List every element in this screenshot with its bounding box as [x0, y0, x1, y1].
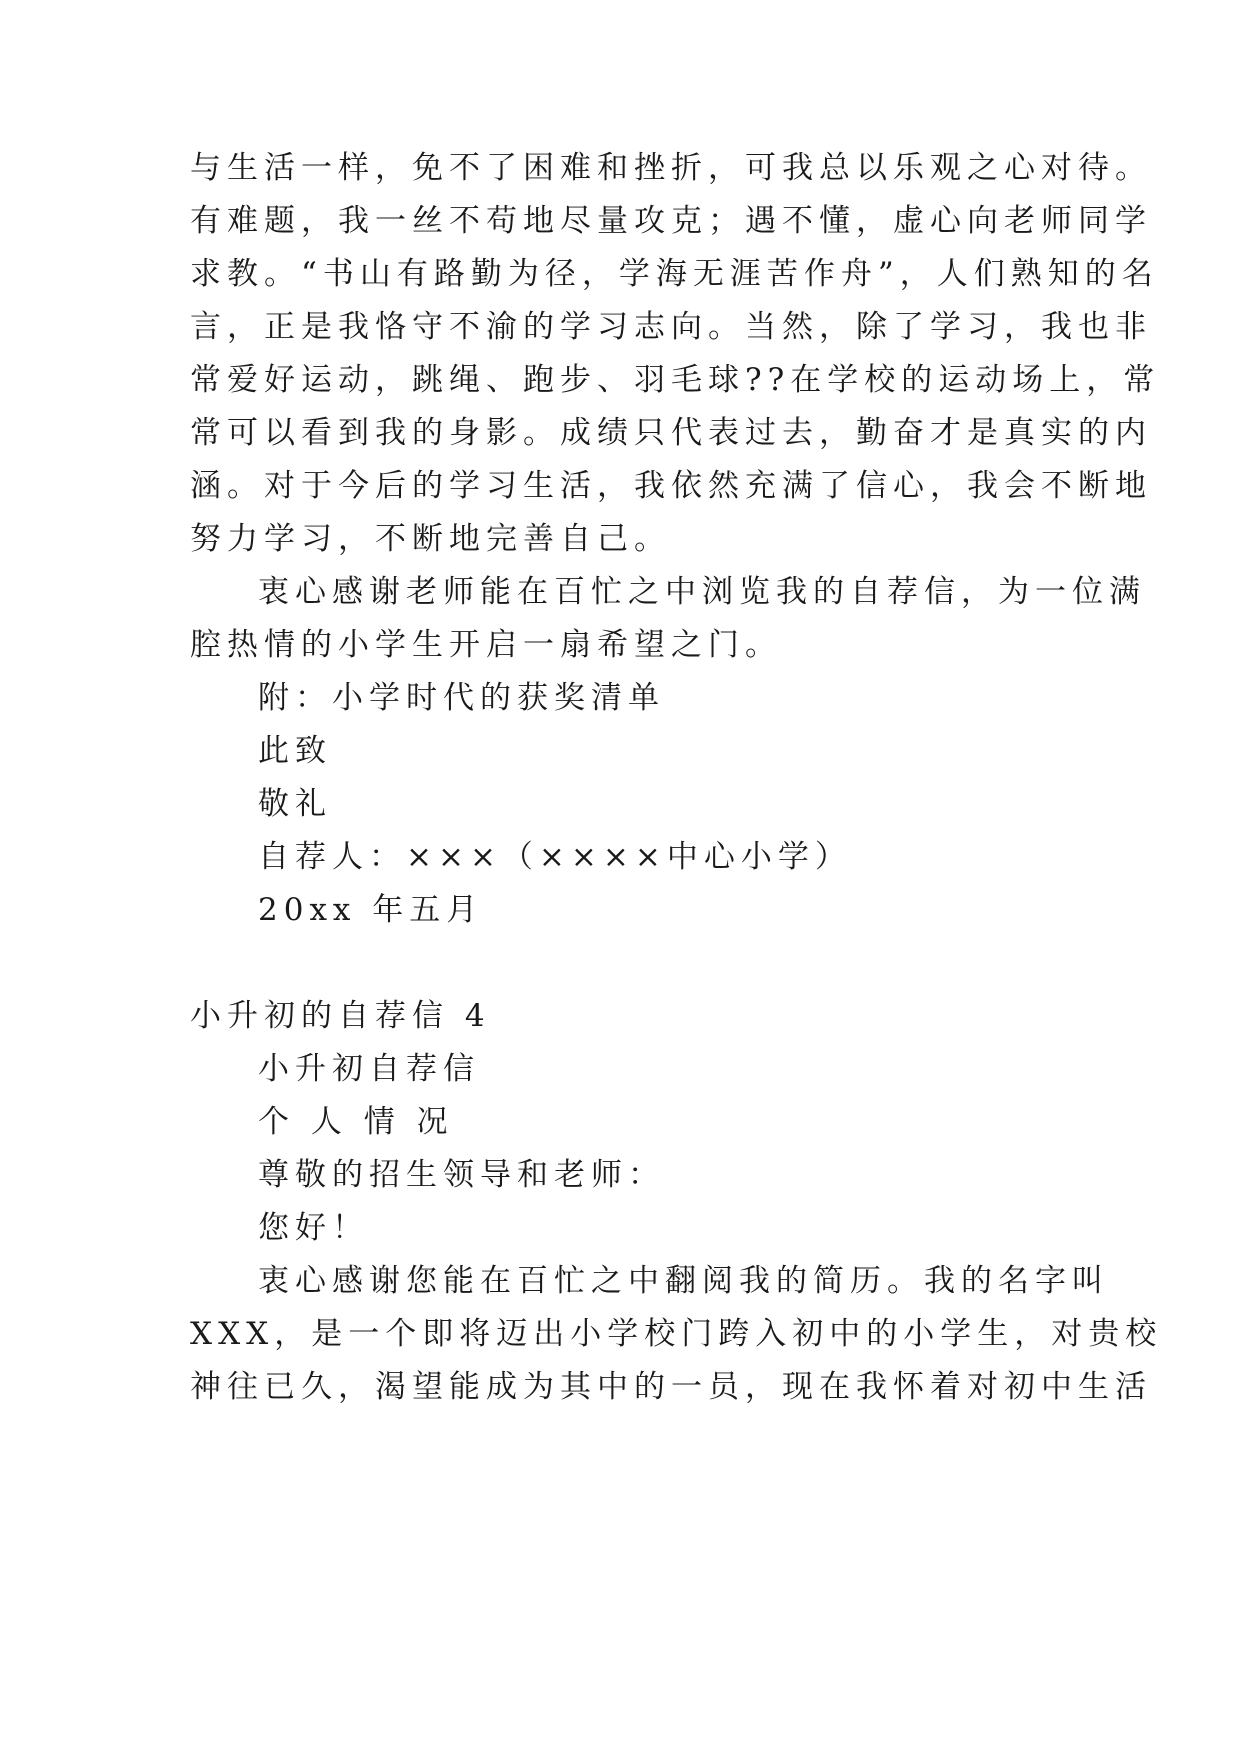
body-line: 腔热情的小学生开启一扇希望之门。 — [190, 627, 782, 663]
signature: 自荐人：×××（××××中心小学） — [258, 839, 852, 875]
greeting: 您好！ — [258, 1210, 369, 1246]
attachment-note: 附：小学时代的获奖清单 — [258, 680, 665, 716]
date: 20xx 年五月 — [258, 892, 484, 928]
body-line: 言，正是我恪守不渝的学习志向。当然，除了学习，我也非 — [190, 309, 1152, 345]
salutation: 尊敬的招生领导和老师： — [258, 1157, 665, 1193]
closing-jingli: 敬礼 — [258, 786, 332, 822]
body-line: 涵。对于今后的学习生活，我依然充满了信心，我会不断地 — [190, 468, 1152, 504]
closing-cizhi: 此致 — [258, 733, 332, 769]
body-line: 与生活一样，免不了困难和挫折，可我总以乐观之心对待。 — [190, 150, 1152, 186]
body-line: 有难题，我一丝不苟地尽量攻克；遇不懂，虚心向老师同学 — [190, 203, 1152, 239]
section-title: 小升初的自荐信 4 — [190, 998, 491, 1034]
body-line: 衷心感谢老师能在百忙之中浏览我的自荐信，为一位满 — [258, 574, 1146, 610]
body-line: 努力学习，不断地完善自己。 — [190, 521, 671, 557]
personal-info-heading: 个 人 情 况 — [258, 1104, 454, 1140]
body-line: 神往已久，渴望能成为其中的一员，现在我怀着对初中生活 — [190, 1369, 1152, 1405]
body-line: 常爱好运动，跳绳、跑步、羽毛球??在学校的运动场上，常 — [190, 362, 1161, 398]
body-line: 常可以看到我的身影。成绩只代表过去，勤奋才是真实的内 — [190, 415, 1152, 451]
body-line: 衷心感谢您能在百忙之中翻阅我的简历。我的名字叫 — [258, 1263, 1109, 1299]
body-line: 求教。“书山有路勤为径，学海无涯苦作舟”，人们熟知的名 — [190, 256, 1159, 292]
letter-title: 小升初自荐信 — [258, 1051, 480, 1087]
body-line: XXX，是一个即将迈出小学校门跨入初中的小学生，对贵校 — [190, 1316, 1163, 1352]
